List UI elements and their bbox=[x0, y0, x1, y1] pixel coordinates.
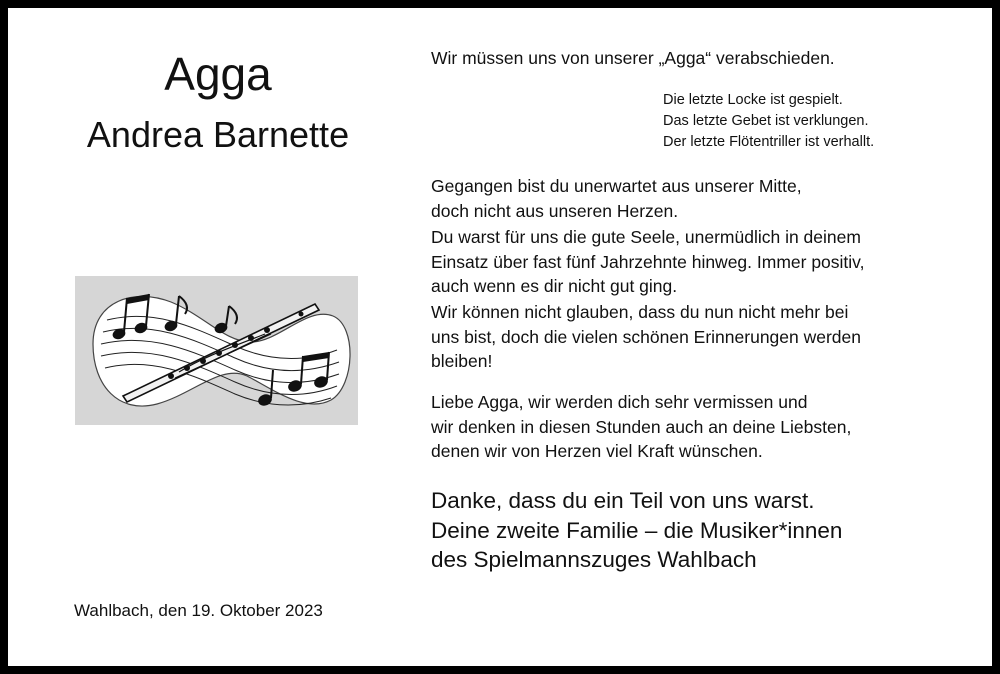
nickname-heading: Agga bbox=[164, 48, 272, 100]
intro-line: Wir müssen uns von unserer „Agga“ verabschieden. bbox=[431, 48, 835, 68]
thanks-line: Danke, dass du ein Teil von uns warst. bbox=[431, 488, 815, 513]
paragraph-2 bbox=[431, 225, 865, 299]
paragraph-1 bbox=[431, 174, 802, 223]
paragraph-line: denen wir von Herzen viel Kraft wünschen. bbox=[431, 441, 763, 461]
verse-line: Das letzte Gebet ist verklungen. bbox=[663, 113, 869, 129]
paragraph-line: Einsatz über fast fünf Jahrzehnte hinweg. Immer positiv, bbox=[431, 251, 865, 272]
paragraph-line: wir denken in diesen Stunden auch an deine Liebsten, bbox=[431, 416, 852, 437]
paragraph-line: Liebe Agga, wir werden dich sehr vermissen und bbox=[431, 392, 808, 412]
verse bbox=[663, 90, 874, 153]
paragraph-line: bleiben! bbox=[431, 351, 493, 371]
paragraph-line: Du warst für uns die gute Seele, unermüdlich in deinem bbox=[431, 227, 861, 247]
paragraph-line: uns bist, doch die vielen schönen Erinnerungen werden bbox=[431, 326, 862, 347]
thanks-line: Deine zweite Familie – die Musiker*innen bbox=[431, 517, 843, 543]
paragraph-line: Gegangen bist du unerwartet aus unserer Mitte, bbox=[431, 176, 802, 196]
verse-line: Die letzte Locke ist gespielt. bbox=[663, 92, 843, 108]
paragraph-3 bbox=[431, 300, 861, 374]
paragraph-line: Wir können nicht glauben, dass du nun nicht mehr bei bbox=[431, 302, 849, 322]
thanks-signature bbox=[431, 486, 842, 575]
flute-with-music-notes-icon bbox=[75, 276, 358, 425]
verse-line: Der letzte Flötentriller ist verhallt. bbox=[663, 134, 875, 150]
place-and-date: Wahlbach, den 19. Oktober 2023 bbox=[74, 601, 323, 620]
paragraph-4 bbox=[431, 390, 851, 464]
paragraph-line: auch wenn es dir nicht gut ging. bbox=[431, 276, 678, 296]
paragraph-line: doch nicht aus unseren Herzen. bbox=[431, 200, 679, 221]
obituary-card bbox=[8, 8, 992, 666]
full-name-heading: Andrea Barnette bbox=[86, 114, 350, 155]
thanks-line: des Spielmannszuges Wahlbach bbox=[431, 547, 757, 572]
